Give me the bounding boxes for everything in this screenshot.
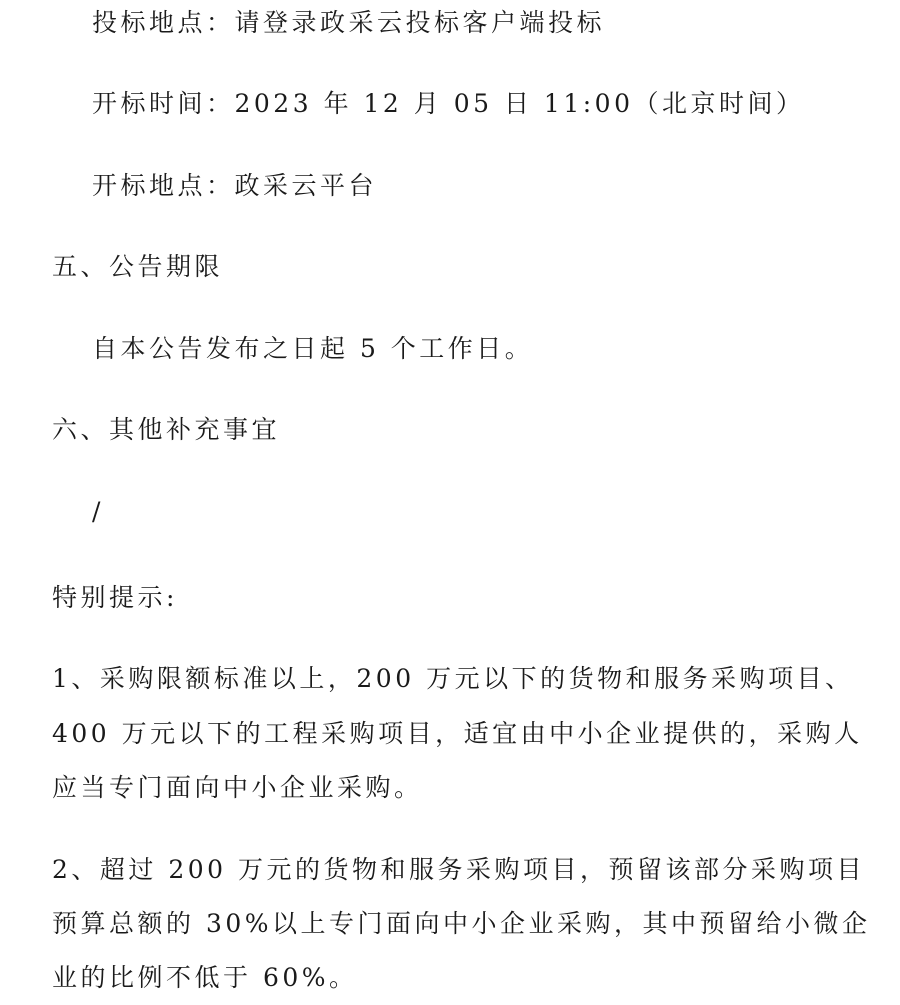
opening-time-line: 开标时间：2023 年 12 月 05 日 11:00（北京时间） [92,89,805,118]
notice-item2-line2: 预算总额的 30%以上专门面向中小企业采购，其中预留给小微企 [52,909,871,938]
section-five-body: 自本公告发布之日起 5 个工作日。 [92,334,534,363]
section-six-body: / [92,497,104,526]
special-notice-heading: 特别提示: [52,583,178,612]
notice-item1-line2: 400 万元以下的工程采购项目，适宜由中小企业提供的，采购人 [52,719,863,748]
notice-item1-line3: 应当专门面向中小企业采购。 [52,773,423,802]
section-five-heading: 五、公告期限 [52,252,224,281]
notice-item2-line3: 业的比例不低于 60%。 [52,963,358,992]
opening-location-line: 开标地点：政采云平台 [92,171,378,200]
notice-item1-line1: 1、采购限额标准以上，200 万元以下的货物和服务采购项目、 [52,664,854,693]
section-six-heading: 六、其他补充事宜 [52,415,281,444]
bid-location-line: 投标地点：请登录政采云投标客户端投标 [92,8,606,37]
notice-item2-line1: 2、超过 200 万元的货物和服务采购项目，预留该部分采购项目 [52,855,866,884]
